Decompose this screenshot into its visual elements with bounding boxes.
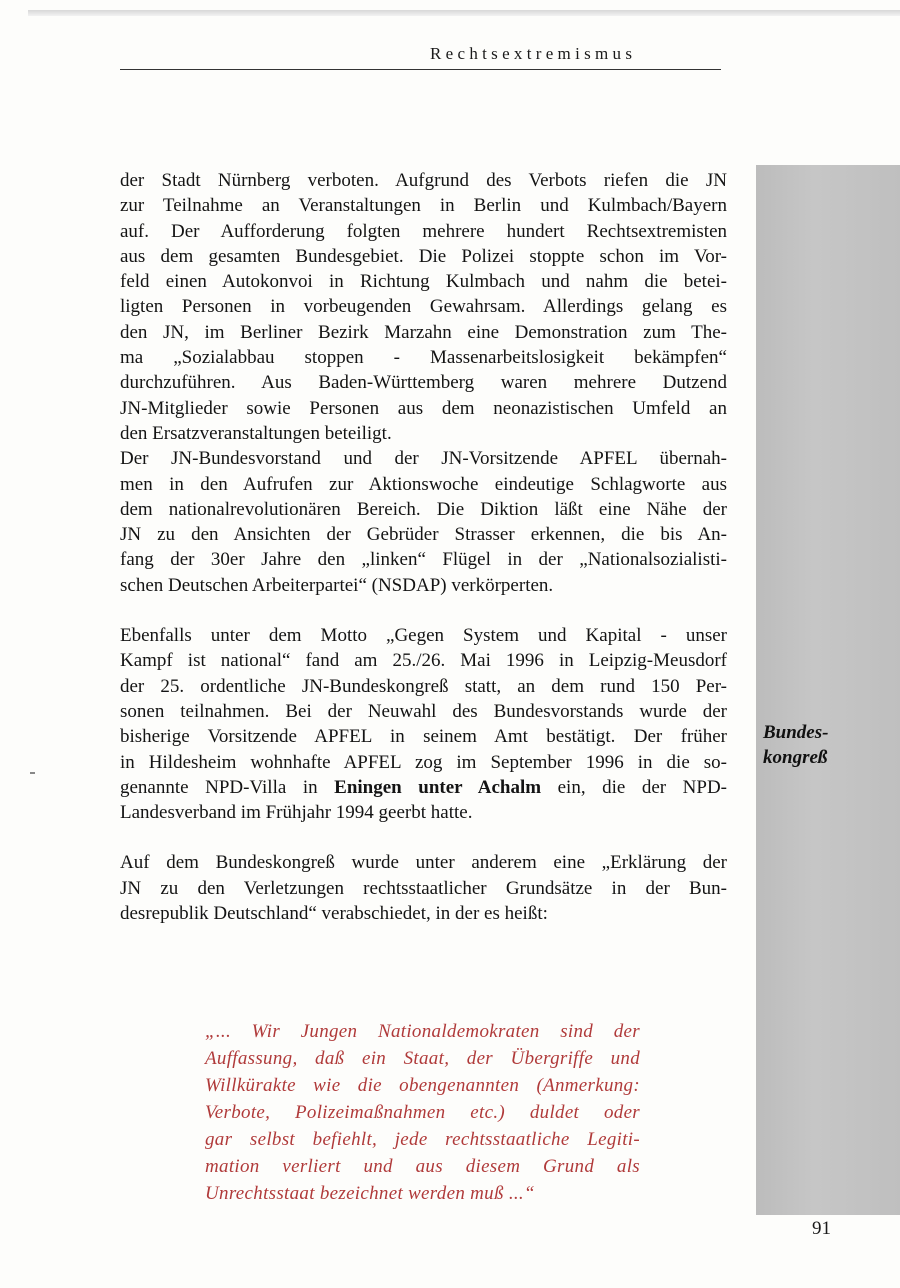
quote-line: gar selbst befiehlt, jede rechtsstaatliche Legiti- <box>205 1129 640 1150</box>
paragraph-2 <box>120 446 727 598</box>
quote-line: „... Wir Jungen Nationaldemokraten sind der <box>205 1021 640 1042</box>
text-line: fang der 30er Jahre den „linken“ Flügel in der „Nationalsozialisti- <box>120 549 727 571</box>
paragraph-4 <box>120 850 727 926</box>
header-rule <box>120 69 721 70</box>
text-line: genannte NPD-Villa in Eningen unter Achalm ein, die der NPD- <box>120 776 727 798</box>
text-line: in Hildesheim wohnhafte APFEL zog im September 1996 in die so- <box>120 751 727 773</box>
place-name-emphasis: Eningen unter Achalm <box>334 776 542 798</box>
text-line: ma „Sozialabbau stoppen - Massenarbeitslosigkeit bekämpfen“ <box>120 347 727 369</box>
margin-band <box>756 165 900 1215</box>
margin-note-line-2: kongreß <box>763 747 828 768</box>
text-line: auf. Der Aufforderung folgten mehrere hundert Rechtsextremisten <box>120 220 727 242</box>
text-line: dem nationalrevolutionären Bereich. Die Diktion läßt eine Nähe der <box>120 498 727 520</box>
quote-line: Auffassung, daß ein Staat, der Übergriffe und <box>205 1048 640 1069</box>
scan-top-edge <box>28 10 900 16</box>
text-line: feld einen Autokonvoi in Richtung Kulmbach und nahm die betei- <box>120 271 727 293</box>
text-line: der Stadt Nürnberg verboten. Aufgrund des Verbots riefen die JN <box>120 170 727 191</box>
text-line: durchzuführen. Aus Baden-Württemberg waren mehrere Dutzend <box>120 372 727 394</box>
margin-note <box>763 720 828 770</box>
text-line: den Ersatzveranstaltungen beteiligt. <box>120 422 392 444</box>
text-line: schen Deutschen Arbeiterpartei“ (NSDAP) verkörperten. <box>120 574 554 596</box>
text-line: Auf dem Bundeskongreß wurde unter anderem eine „Erklärung der <box>120 852 727 874</box>
text-line: zur Teilnahme an Veranstaltungen in Berlin und Kulmbach/Bayern <box>120 195 727 217</box>
block-quote <box>205 1018 640 1207</box>
quote-line: Unrechtsstaat bezeichnet werden muß ...“ <box>205 1183 535 1204</box>
text-line: Landesverband im Frühjahr 1994 geerbt hatte. <box>120 802 473 824</box>
text-line: der 25. ordentliche JN-Bundeskongreß statt, an dem rund 150 Per- <box>120 675 727 697</box>
scan-artifact <box>30 772 35 774</box>
quote-line: Willkürakte wie die obengenannten (Anmerkung: <box>205 1075 640 1096</box>
text-line: sonen teilnahmen. Bei der Neuwahl des Bundesvorstands wurde der <box>120 700 727 722</box>
body-text <box>120 168 727 926</box>
text-line: bisherige Vorsitzende APFEL in seinem Amt bestätigt. Der früher <box>120 726 727 748</box>
text-line: aus dem gesamten Bundesgebiet. Die Polizei stoppte schon im Vor- <box>120 245 727 267</box>
text-line: ligten Personen in vorbeugenden Gewahrsam. Allerdings gelang es <box>120 296 727 318</box>
running-header: Rechtsextremismus <box>430 44 637 63</box>
margin-note-line-1: Bundes- <box>763 722 829 743</box>
paragraph-1 <box>120 168 727 446</box>
text-line: men in den Aufrufen zur Aktionswoche eindeutige Schlagworte aus <box>120 473 727 495</box>
quote-line: mation verliert und aus diesem Grund als <box>205 1156 640 1177</box>
quote-line: Verbote, Polizeimaßnahmen etc.) duldet oder <box>205 1102 640 1123</box>
text-line: den JN, im Berliner Bezirk Marzahn eine Demonstration zum The- <box>120 321 727 343</box>
paragraph-3 <box>120 623 727 825</box>
text-line: Ebenfalls unter dem Motto „Gegen System und Kapital - unser <box>120 625 727 647</box>
text-line: JN zu den Ansichten der Gebrüder Strasser erkennen, die bis An- <box>120 524 727 546</box>
page-number: 91 <box>812 1218 831 1239</box>
text-line: Kampf ist national“ fand am 25./26. Mai 1996 in Leipzig-Meusdorf <box>120 650 727 672</box>
text-line: JN zu den Verletzungen rechtsstaatlicher Grundsätze in der Bun- <box>120 877 727 899</box>
text-line: desrepublik Deutschland“ verabschiedet, in der es heißt: <box>120 903 548 925</box>
text-line: Der JN-Bundesvorstand und der JN-Vorsitzende APFEL übernah- <box>120 448 727 470</box>
text-line: JN-Mitglieder sowie Personen aus dem neonazistischen Umfeld an <box>120 397 727 419</box>
